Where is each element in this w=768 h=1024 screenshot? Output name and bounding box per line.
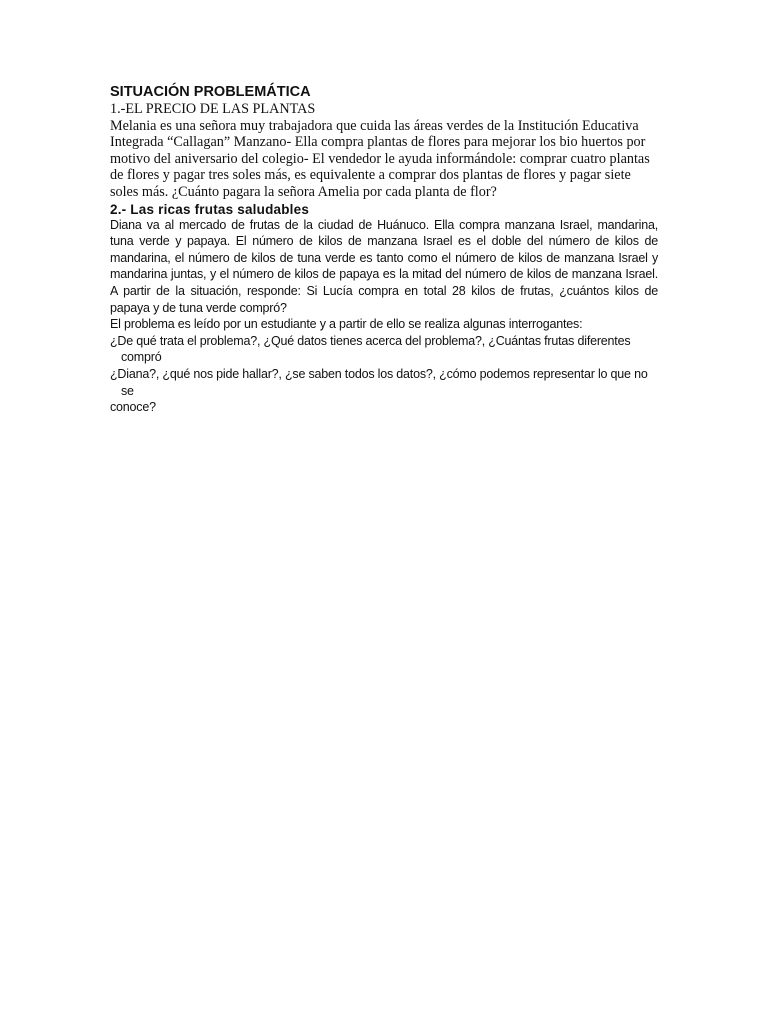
section2-intro: El problema es leído por un estudiante y a partir de ello se realiza algunas interrogantes: (110, 317, 583, 332)
page-title: SITUACIÓN PROBLEMÁTICA (110, 84, 311, 100)
question-1: ¿De qué trata el problema?, ¿Qué datos tienes acerca del problema?, ¿Cuántas frutas diferentes compró (110, 333, 631, 365)
section1-heading: 1.-EL PRECIO DE LAS PLANTAS (110, 101, 316, 117)
section2-body: Diana va al mercado de frutas de la ciudad de Huánuco. Ella compra manzana Israel, mandarina, tuna verde y papaya. El número de kilos de manzana Israel es el doble del número de kilos de mandarina, el número de kilos de tuna verde es tanto como el número de kilos de manzana Israel y mandarina juntas, y el número de kilos de papaya es la mitad del número de kilos de manzana Israel. A partir de la situación, responde: Si Lucía compra en total 28 kilos de frutas, ¿cuántos kilos de papaya y de tuna verde compró? (110, 217, 658, 315)
section1-body: Melania es una señora muy trabajadora que cuida las áreas verdes de la Institución Educativa Integrada “Callagan” Manzano- Ella compra plantas de flores para mejorar los bio huertos por motivo del aniversario del colegio- El vendedor le ayuda informándole: comprar cuatro plantas de flores y pagar tres soles más, es equivalente a comprar dos plantas de flores y pagar siete soles más. ¿Cuánto pagara la señora Amelia por cada planta de flor? (110, 117, 650, 200)
document-page (110, 83, 658, 416)
section2-heading: 2.- Las ricas frutas saludables (110, 201, 310, 217)
question-3: conoce? (110, 400, 156, 415)
question-2: ¿Diana?, ¿qué nos pide hallar?, ¿se saben todos los datos?, ¿cómo podemos representar lo que no se (110, 366, 648, 398)
